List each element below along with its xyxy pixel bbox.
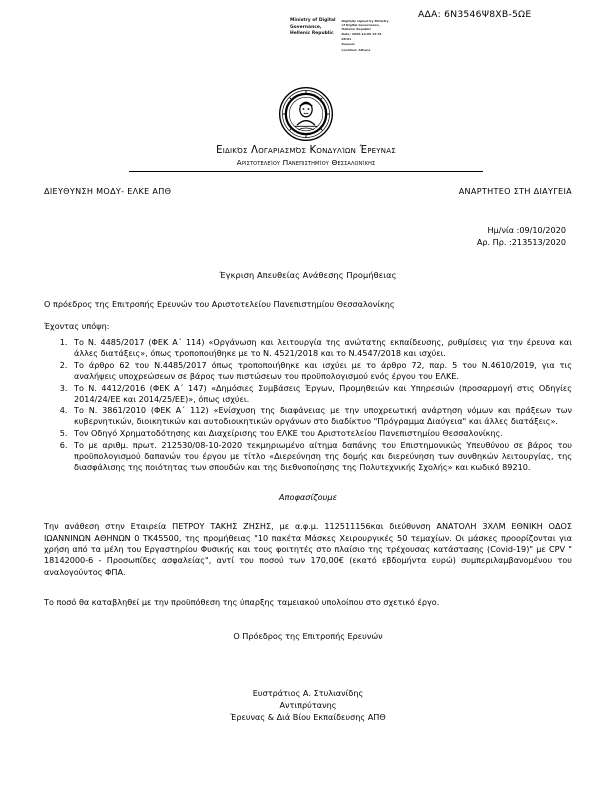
signature-details [342, 18, 389, 52]
signer-role: Αντιπρύτανης [279, 700, 337, 711]
signature-authority-line-2: Governance, [290, 24, 322, 30]
signature-detail-line-6: Reason: [341, 42, 356, 47]
document-top-bar [0, 0, 612, 70]
institution-name: Αριστοτελείου Πανεπιστημίου Θεσσαλονίκης [236, 158, 376, 167]
signature-detail-line-7: Location: Athens [341, 47, 371, 52]
award-paragraph: Την ανάθεση στην Εταιρεία ΠΕΤΡΟΥ ΤΑΚΗΣ ΖΗΣΗΣ, με α.φ.μ. 112511156και διεύθυνση ΑΝΑΤΟΛΗ 3ΧΛΜ ΕΘΝΙΚΗ ΟΔΟΣ ΙΩΑΝΝΙΝΩΝ ΑΘΗΝΩΝ 0 ΤΚ45500, της προμήθειας "10 πακέτα Μάσκες Χειρουργικές 50 τεμαχίων. Οι μάσκες προορίζονται για χρήση από τα μέλη του Εργαστηρίου Φυσικής και τους φοιτητές στο πλαίσιο της τρέχουσας κατάστασης (Covid-19)" με CPV " 18142000-6 - Προσωπίδες ασφαλείας", αντί του ποσού των 170,00€ (εκατό εβδομήντα ευρώ) συμπεριλαμβανομένου του αναλογούντος ΦΠΑ. [44, 521, 572, 577]
signature-detail-line-4: Date: 2020.10.09 12:31 [341, 32, 382, 37]
university-seal-icon [278, 86, 334, 142]
signature-title: Ο Πρόεδρος της Επιτροπής Ερευνών [233, 631, 383, 642]
list-item: 2. Το άρθρο 62 του Ν.4485/2017 όπως τροποποιήθηκε και ισχύει με το άρθρο 72, παρ. 5 του Ν.4610/2019, για τις αναλήψεις υποχρεώσεων σε βάρος των πιστώσεων του προϋπολογισμού ενός έργου του ΕΛΚΕ. [70, 360, 572, 382]
decision-heading: Αποφασίζουμε [278, 491, 338, 502]
signature-detail-line-3: Hellenic Republic [341, 27, 372, 31]
payment-note: Το ποσό θα καταβληθεί με την προϋπόθεση της ύπαρξης ταμειακού υπολοίπου στο σχετικό έργο. [44, 597, 440, 608]
page-title: Έγκριση Απευθείας Ανάθεσης Προμήθειας [219, 269, 397, 280]
protocol-number: Αρ. Πρ. :213513/2020 [476, 237, 566, 248]
signature-authority-line-3: Hellenic Republic [290, 31, 334, 37]
list-item: 4. Το Ν. 3861/2010 (ΦΕΚ Α΄ 112) «Ενίσχυση της διαφάνειας με την υποχρεωτική ανάρτηση νόμων και πράξεων των κυβερνητικών, διοικητικών και αυτοδιοικητικών οργάνων στο διαδίκτυο "Πρόγραμμα Διαύγεια" και άλλες διατάξεις». [70, 405, 572, 427]
lead-paragraph: Ο πρόεδρος της Επιτροπής Ερευνών του Αριστοτελείου Πανεπιστημίου Θεσσαλονίκης [44, 299, 395, 310]
document-date: Ημ/νία :09/10/2020 [487, 224, 566, 235]
signer-portfolio: Έρευνας & Διά Βίου Εκπαίδευσης ΑΠΘ [230, 711, 386, 722]
letterhead-divider [129, 171, 483, 172]
signature-detail-line-2: of Digital Governance, [341, 22, 380, 27]
list-item: 3. Το Ν. 4412/2016 (ΦΕΚ Α΄ 147) «Δημόσιες Συμβάσεις Έργων, Προμηθειών και Υπηρεσιών (προσαρμογή στις Οδηγίες 2014/24/ΕΕ και 2014/25/ΕΕ)», όπως ισχύει. [70, 383, 572, 405]
date-protocol-block [44, 224, 572, 249]
emblem-wrap [0, 86, 612, 142]
signature-authority [290, 18, 336, 38]
list-item: 5. Τον Οδηγό Χρηματοδότησης και Διαχείρισης του ΕΛΚΕ του Αριστοτελείου Πανεπιστημίου Θεσσαλονίκης. [70, 428, 572, 439]
signer-block [44, 688, 572, 723]
publication-label: ΑΝΑΡΤΗΤΕΟ ΣΤΗ ΔΙΑΥΓΕΙΑ [458, 186, 572, 196]
ada-code: ΑΔΑ: 6Ν3546Ψ8ΧΒ-5ΩΕ [418, 9, 532, 20]
document-body [44, 186, 572, 723]
signature-authority-line-1: Ministry of Digital [290, 18, 336, 23]
header-row [44, 186, 572, 197]
having-regard-label: Έχοντας υπόψη: [44, 320, 110, 331]
signer-name: Ευστράτιος Α. Στυλιανίδης [252, 688, 364, 699]
organization-name: Ειδικός Λογαριασμός Κονδυλίων Έρευνας [216, 145, 396, 156]
list-item: 1. Το Ν. 4485/2017 (ΦΕΚ Α΄ 114) «Οργάνωση και λειτουργία της ανώτατης εκπαίδευσης, ρυθμίσεις για την έρευνα και άλλες διατάξεις», όπως τροποποιήθηκε με το Ν. 4521/2018 και το Ν.4547/2018 και ισχύει. [70, 337, 572, 359]
list-item: 6. Το με αριθμ. πρωτ. 212530/08-10-2020 τεκμηριωμένο αίτημα δαπάνης του Επιστημονικώς Υπευθύνου σε βάρος του προϋπολογισμού δαπανών του έργου με τίτλο «Διερεύνηση της δομής και διερεύνηση των συνθηκών λειτουργίας, της διασφάλισης της ποιότητας των σπουδών και της διεθνοποίησης της Πολυτεχνικής Σχολής» και κωδικό 89210. [70, 440, 572, 473]
legal-grounds-list [44, 337, 572, 473]
signature-detail-line-1: Digitally signed by Ministry [341, 18, 389, 23]
signature-detail-line-5: 08:01 [341, 36, 352, 41]
letterhead [0, 86, 612, 172]
digital-signature-stamp [290, 18, 389, 52]
department-label: ΔΙΕΥΘΥΝΣΗ ΜΟΔΥ- ΕΛΚΕ ΑΠΘ [44, 186, 172, 196]
